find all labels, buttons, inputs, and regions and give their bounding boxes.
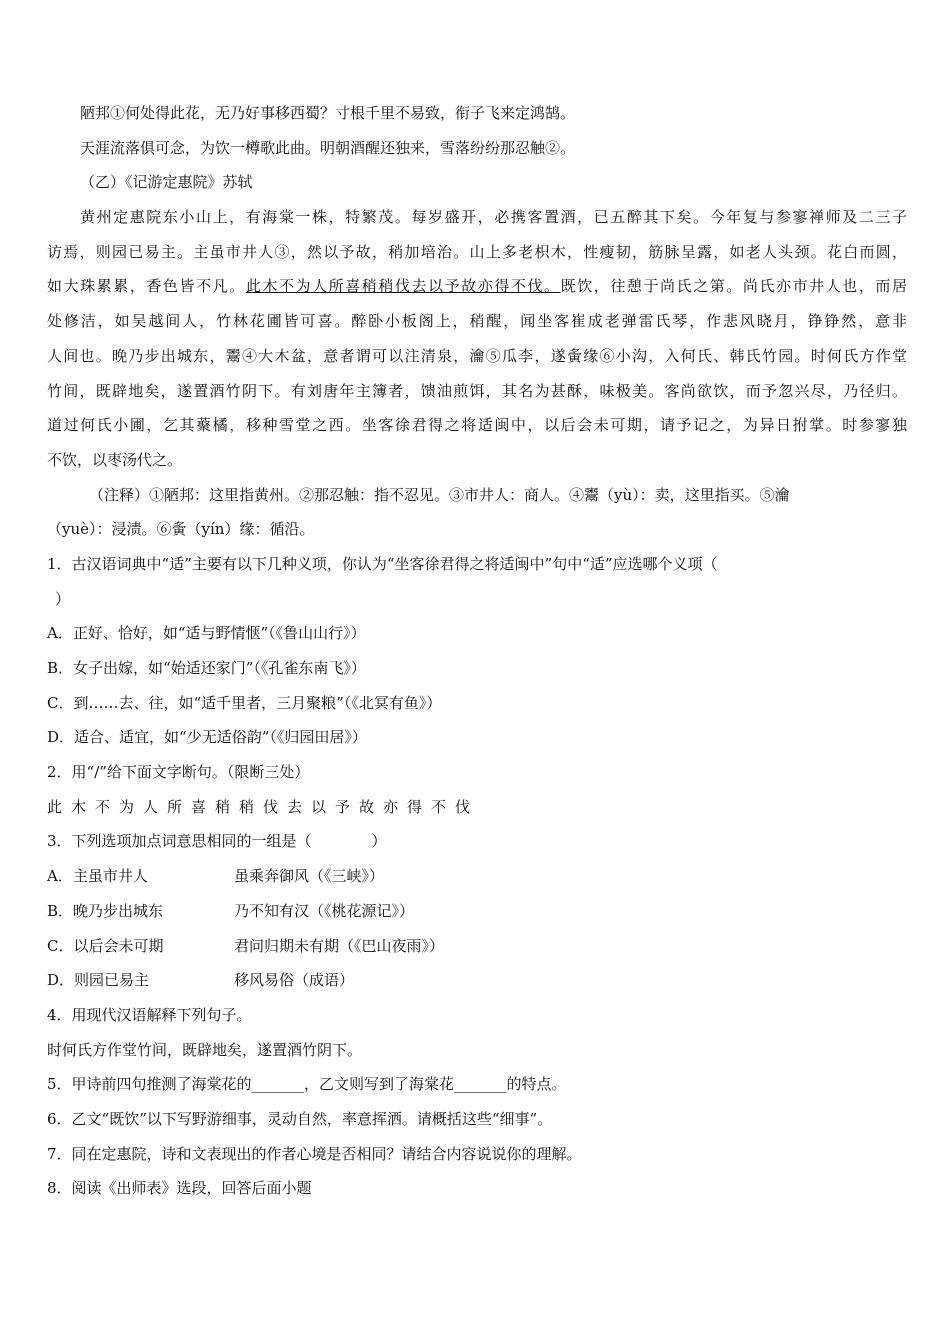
- prose-line: 不饮，以枣汤代之。: [47, 450, 183, 469]
- question-3-stem: 3．下列选项加点词意思相同的一组是（ ）: [47, 832, 387, 851]
- poem-line: 陋邦①何处得此花，无乃好事移西蜀？寸根千里不易致，衔子飞来定鸿鹄。: [80, 104, 576, 122]
- document-content: [47, 96, 907, 1206]
- prose-line: 黄州定惠院东小山上，有海棠一株，特繁茂。每岁盛开，必携客置酒，已五醉其下矣。今年复与参寥禅师及二三子: [80, 208, 907, 227]
- underlined-sentence: 此木不为人所喜稍稍伐去以予故亦得不伐。: [245, 277, 561, 296]
- option-left: A．主虽市井人: [47, 867, 148, 886]
- question-1-option: D．适合、适宜，如“少无适俗韵”（《归园田居》）: [47, 728, 367, 747]
- question-1-stem: 1．古汉语词典中“适”主要有以下几种义项，你认为“坐客徐君得之将适闽中”句中“适”应选哪个义项（: [47, 554, 718, 573]
- question-3-option: [47, 963, 907, 998]
- prose-line: 访焉，则园已易主。主虽市井人③，然以予故，稍加培治。山上多老枳木，性瘦韧，筋脉呈露，如老人头颈。花白而圆，: [47, 242, 907, 261]
- question-4-stem: 4．用现代汉语解释下列句子。: [47, 1005, 252, 1024]
- option-right: 虽乘奔御风（《三峡》）: [234, 867, 385, 886]
- option-left: C．以后会未可期: [47, 936, 164, 955]
- question-2-text: 此木不为人所喜稍稍伐去以予故亦得不伐: [47, 797, 480, 816]
- option-left: B．晚乃步出城东: [47, 901, 164, 920]
- prose-line: 人间也。晚乃步出城东，鬻④大木盆，意者谓可以注清泉，瀹⑤瓜李，遂夤缘⑥小沟，入何氏、韩氏竹园。时何氏方作堂: [47, 346, 907, 365]
- prose-text: 如大珠累累，香色皆不凡。: [47, 277, 246, 296]
- prose-line: 道过何氏小圃，乞其藂橘，移种雪堂之西。坐客徐君得之将适闽中，以后会未可期，请予记之，为异日拊掌。时参寥独: [47, 416, 907, 435]
- poem-line: 天涯流落俱可念，为饮一樽歌此曲。明朝酒醒还独来，雪落纷纷那忍触②。: [80, 138, 576, 157]
- prose-line: [47, 269, 907, 304]
- question-1-option: A．正好、恰好，如“适与野情惬”（《鲁山山行》）: [47, 624, 366, 643]
- option-left: D．则园已易主: [47, 971, 150, 990]
- prose-title: （乙）《记游定惠院》苏轼: [80, 173, 253, 192]
- question-1-option: C．到……去、往，如“适千里者，三月聚粮”（《北冥有鱼》）: [47, 693, 442, 712]
- option-right: 乃不知有汉（《桃花源记》）: [234, 901, 415, 920]
- question-1-option: B．女子出嫁，如“始适还家门”（《孔雀东南飞》）: [47, 659, 366, 677]
- option-right: 移风易俗（成语）: [234, 971, 355, 990]
- question-1-stem-end: ）: [55, 589, 71, 608]
- question-3-option: [47, 894, 907, 929]
- notes-line: （yuè）：浸渍。⑥夤（yín）缘：循沿。: [47, 520, 315, 539]
- question-7: 7．同在定惠院，诗和文表现出的作者心境是否相同？请结合内容说说你的理解。: [47, 1144, 582, 1163]
- question-5: 5．甲诗前四句推测了海棠花的_______，乙文则写到了海棠花_______的特点。: [47, 1075, 567, 1094]
- question-4-text: 时何氏方作堂竹间，既辟地矣，遂置酒竹阴下。: [47, 1040, 363, 1059]
- question-3-option: [47, 929, 907, 964]
- prose-line: 处修洁，如吴越间人，竹林花圃皆可喜。醉卧小板阁上，稍醒，闻坐客崔成老弹雷氏琴，作悲风晓月，铮铮然，意非: [47, 312, 907, 331]
- question-2-stem: 2．用“/”给下面文字断句。（限断三处）: [47, 763, 310, 782]
- question-8: 8．阅读《出师表》选段，回答后面小题: [47, 1179, 312, 1198]
- question-3-option: [47, 859, 907, 894]
- notes-line: （注释）①陋邦：这里指黄州。②那忍触：指不忍见。③市井人：商人。④鬻（yù）：卖，这里指买。⑤瀹: [89, 485, 790, 504]
- prose-text: 既饮，往憩于尚氏之第。尚氏亦市井人也，而居: [560, 277, 907, 296]
- question-6: 6．乙文“既饮”以下写野游细事，灵动自然，率意挥洒。请概括这些“细事”。: [47, 1109, 553, 1128]
- prose-line: 竹间，既辟地矣，遂置酒竹阴下。有刘唐年主簿者，馈油煎饵，其名为甚酥，味极美。客尚欲饮，而予忽兴尽，乃径归。: [47, 381, 907, 400]
- option-right: 君问归期未有期（《巴山夜雨》）: [234, 936, 445, 955]
